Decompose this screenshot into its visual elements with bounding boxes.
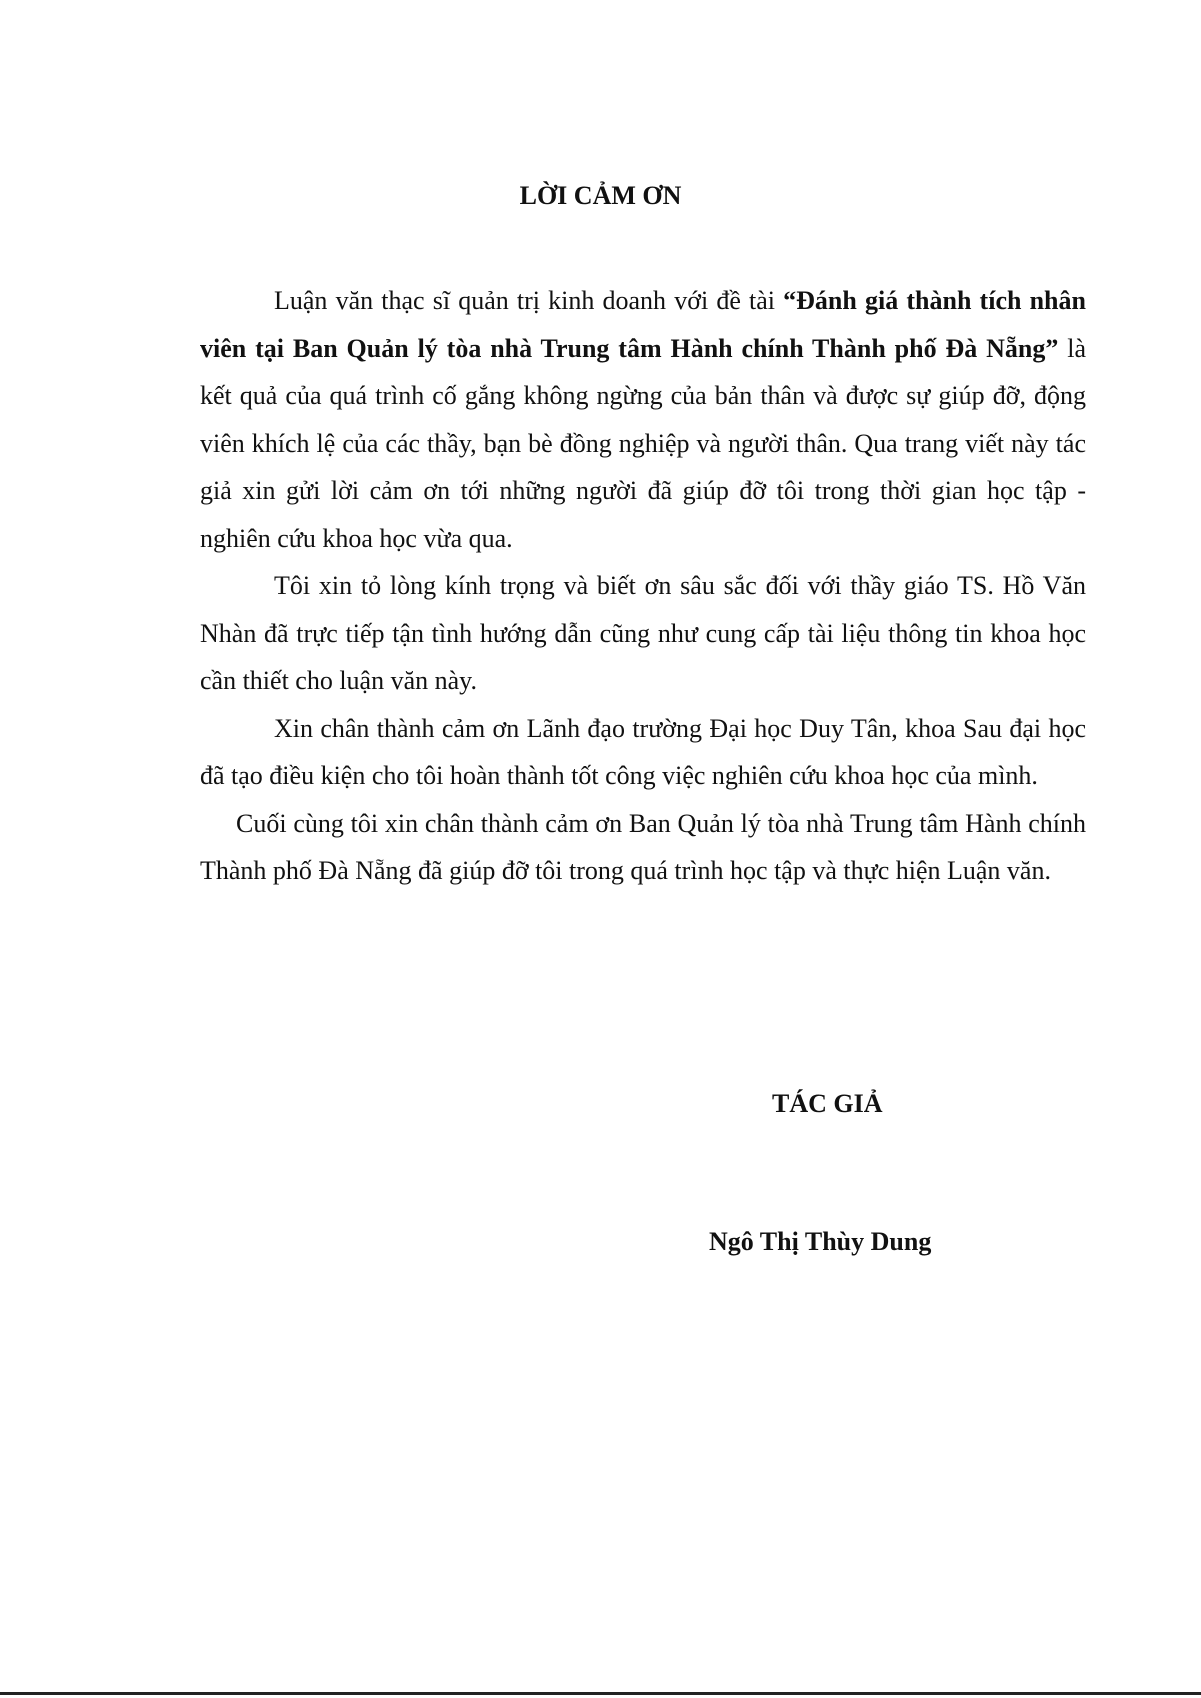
page-title: LỜI CẢM ƠN [519,181,682,210]
paragraph-thesis-topic [200,277,1086,562]
paragraph-thanks-university: Xin chân thành cảm ơn Lãnh đạo trường Đại học Duy Tân, khoa Sau đại học đã tạo điều kiện cho tôi hoàn thành tốt công việc nghiên cứu khoa học của mình. [200,713,1086,790]
paragraph-thanks-supervisor: Tôi xin tỏ lòng kính trọng và biết ơn sâu sắc đối với thầy giáo TS. Hồ Văn Nhàn đã trực tiếp tận tình hướng dẫn cũng như cung cấp tài liệu thông tin khoa học cần thiết cho luận văn này. [200,571,1086,695]
paragraph-intro-text: Luận văn thạc sĩ quản trị kinh doanh với đề tài [274,286,784,315]
paragraph-rest-text: là kết quả của quá trình cố gắng không ngừng của bản thân và được sự giúp đỡ, động viên khích lệ của các thầy, bạn bè đồng nghiệp và người thân. Qua trang viết này tác giả xin gửi lời cảm ơn tới những người đã giúp đỡ tôi trong thời gian học tập - nghiên cứu khoa học vừa qua. [200,333,1087,553]
acknowledgement-body [200,277,1086,895]
page-bottom-border [0,1692,1201,1695]
thesis-topic-title: “Đánh giá thành tích nhân viên tại Ban Quản lý tòa nhà Trung tâm Hành chính Thành phố Đà Nẵng” [200,286,1086,363]
paragraph-thanks-office: Cuối cùng tôi xin chân thành cảm ơn Ban Quản lý tòa nhà Trung tâm Hành chính Thành phố Đà Nẵng đã giúp đỡ tôi trong quá trình học tập và thực hiện Luận văn. [200,808,1086,885]
signature-name: Ngô Thị Thùy Dung [709,1227,932,1256]
signature-role: TÁC GIẢ [772,1089,883,1118]
